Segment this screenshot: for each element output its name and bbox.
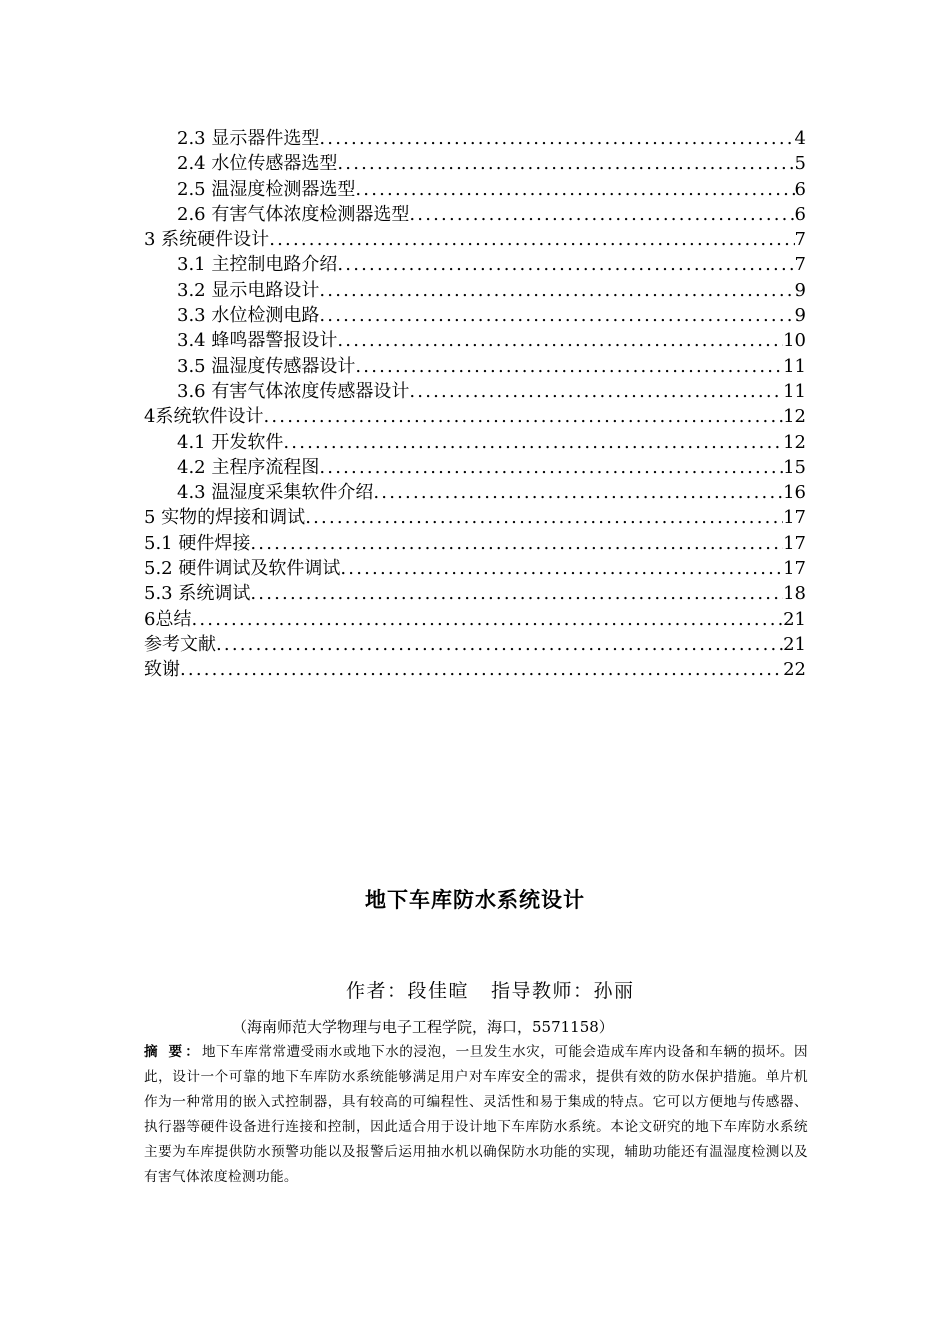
toc-entry-title: 3.1 主控制电路介绍 bbox=[177, 254, 338, 276]
toc-entry[interactable] bbox=[144, 177, 806, 202]
toc-entry-page: 21 bbox=[783, 608, 806, 630]
toc-leader-dots bbox=[269, 227, 794, 252]
abstract-label: 摘 要： bbox=[144, 1044, 202, 1060]
toc-entry-title: 参考文献 bbox=[144, 633, 216, 655]
toc-leader-dots bbox=[216, 632, 783, 657]
toc-entry-page: 6 bbox=[794, 203, 806, 225]
toc-entry-title: 3.5 温湿度传感器设计 bbox=[177, 355, 356, 377]
toc-leader-dots bbox=[340, 556, 783, 581]
toc-entry-page: 9 bbox=[794, 279, 806, 301]
toc-entry-page: 4 bbox=[794, 128, 806, 149]
affiliation: （海南师范大学物理与电子工程学院，海口，5571158） bbox=[232, 1018, 614, 1036]
toc-entry-page: 7 bbox=[794, 254, 806, 276]
toc-entry[interactable] bbox=[144, 404, 806, 429]
toc-leader-dots bbox=[263, 404, 783, 429]
toc-entry[interactable] bbox=[144, 354, 806, 379]
toc-entry-title: 4.1 开发软件 bbox=[177, 431, 284, 453]
toc-entry[interactable] bbox=[144, 303, 806, 328]
toc-entry-title: 5 实物的焊接和调试 bbox=[144, 507, 306, 529]
toc-entry-page: 11 bbox=[783, 380, 806, 402]
toc-entry-page: 11 bbox=[783, 355, 806, 377]
toc-entry[interactable] bbox=[144, 607, 806, 632]
toc-leader-dots bbox=[355, 354, 783, 379]
toc-entry-title: 3.4 蜂鸣器警报设计 bbox=[177, 330, 338, 352]
toc-entry-title: 2.5 温湿度检测器选型 bbox=[177, 178, 356, 200]
toc-entry-page: 7 bbox=[794, 229, 806, 251]
toc-entry-title: 致谢 bbox=[144, 659, 180, 681]
toc-leader-dots bbox=[409, 202, 794, 227]
toc-entry[interactable] bbox=[144, 531, 806, 556]
toc-entry-page: 10 bbox=[783, 330, 806, 352]
toc-leader-dots bbox=[191, 607, 783, 632]
toc-entry-title: 2.3 显示器件选型 bbox=[177, 128, 320, 149]
toc-leader-dots bbox=[337, 252, 794, 277]
toc-leader-dots bbox=[180, 657, 783, 682]
toc-leader-dots bbox=[337, 151, 794, 176]
toc-entry-page: 12 bbox=[783, 431, 806, 453]
toc-entry-title: 4.2 主程序流程图 bbox=[177, 456, 320, 478]
toc-entry[interactable] bbox=[144, 379, 806, 404]
toc-entry-title: 5.2 硬件调试及软件调试 bbox=[144, 558, 341, 580]
toc-entry-page: 22 bbox=[783, 659, 806, 681]
toc-entry[interactable] bbox=[144, 505, 806, 530]
abstract bbox=[144, 1040, 808, 1190]
toc-leader-dots bbox=[337, 328, 783, 353]
toc-entry-page: 17 bbox=[783, 507, 806, 529]
author-line bbox=[346, 976, 635, 1003]
toc-entry-page: 17 bbox=[783, 532, 806, 554]
toc-entry[interactable] bbox=[144, 556, 806, 581]
toc-leader-dots bbox=[250, 531, 783, 556]
toc-entry[interactable] bbox=[144, 632, 806, 657]
document-title: 地下车库防水系统设计 bbox=[365, 888, 585, 912]
toc-entry-page: 17 bbox=[783, 558, 806, 580]
author: 作者：段佳暄 bbox=[346, 980, 470, 1002]
toc-entry-title: 5.1 硬件焊接 bbox=[144, 532, 251, 554]
toc-entry[interactable] bbox=[144, 328, 806, 353]
toc-entry-title: 6总结 bbox=[144, 608, 192, 630]
toc-entry-page: 5 bbox=[794, 153, 806, 175]
toc-leader-dots bbox=[373, 480, 783, 505]
toc-entry-title: 5.3 系统调试 bbox=[144, 583, 251, 605]
toc-entry-page: 6 bbox=[794, 178, 806, 200]
toc-entry[interactable] bbox=[144, 480, 806, 505]
toc-entry-page: 12 bbox=[783, 406, 806, 428]
toc-entry-page: 9 bbox=[794, 305, 806, 327]
toc-entry-title: 4系统软件设计 bbox=[144, 406, 264, 428]
toc-entry[interactable] bbox=[144, 455, 806, 480]
toc-entry[interactable] bbox=[144, 227, 806, 252]
toc-entry-title: 3.6 有害气体浓度传感器设计 bbox=[177, 380, 410, 402]
toc-entry-title: 4.3 温湿度采集软件介绍 bbox=[177, 482, 374, 504]
toc-entry[interactable] bbox=[144, 252, 806, 277]
toc-entry-title: 3 系统硬件设计 bbox=[144, 229, 270, 251]
toc-entry-page: 15 bbox=[783, 456, 806, 478]
toc-entry-page: 16 bbox=[783, 482, 806, 504]
toc-entry-title: 3.2 显示电路设计 bbox=[177, 279, 320, 301]
toc-entry[interactable] bbox=[144, 126, 806, 151]
toc-leader-dots bbox=[319, 278, 794, 303]
toc-leader-dots bbox=[305, 505, 783, 530]
toc-leader-dots bbox=[319, 303, 794, 328]
toc-entry[interactable] bbox=[144, 430, 806, 455]
abstract-text: 地下车库常常遭受雨水或地下水的浸泡，一旦发生水灾，可能会造成车库内设备和车辆的损坏。因此，设计一个可靠的地下车库防水系统能够满足用户对车库安全的需求，提供有效的防水保护措施。单片机作为一种常用的嵌入式控制器，具有较高的可编程性、灵活性和易于集成的特点。它可以方便地与传感器、执行器等硬件设备进行连接和控制，因此适合用于设计地下车库防水系统。本论文研究的地下车库防水系统主要为车库提供防水预警功能以及报警后运用抽水机以确保防水功能的实现，辅助功能还有温湿度检测以及有害气体浓度检测功能。 bbox=[144, 1044, 809, 1185]
toc-leader-dots bbox=[319, 126, 794, 151]
toc-entry[interactable] bbox=[144, 151, 806, 176]
toc-entry-title: 2.4 水位传感器选型 bbox=[177, 153, 338, 175]
toc-entry[interactable] bbox=[144, 202, 806, 227]
toc-entry-page: 21 bbox=[783, 633, 806, 655]
toc-entry[interactable] bbox=[144, 657, 806, 682]
advisor: 指导教师：孙丽 bbox=[491, 980, 635, 1002]
toc-entry-title: 2.6 有害气体浓度检测器选型 bbox=[177, 203, 410, 225]
toc-entry[interactable] bbox=[144, 278, 806, 303]
toc-leader-dots bbox=[319, 455, 783, 480]
toc-entry-page: 18 bbox=[783, 583, 806, 605]
toc-leader-dots bbox=[283, 430, 783, 455]
toc-leader-dots bbox=[355, 177, 794, 202]
table-of-contents bbox=[144, 126, 806, 683]
toc-entry-title: 3.3 水位检测电路 bbox=[177, 305, 320, 327]
toc-leader-dots bbox=[409, 379, 783, 404]
toc-entry[interactable] bbox=[144, 581, 806, 606]
toc-leader-dots bbox=[250, 581, 783, 606]
